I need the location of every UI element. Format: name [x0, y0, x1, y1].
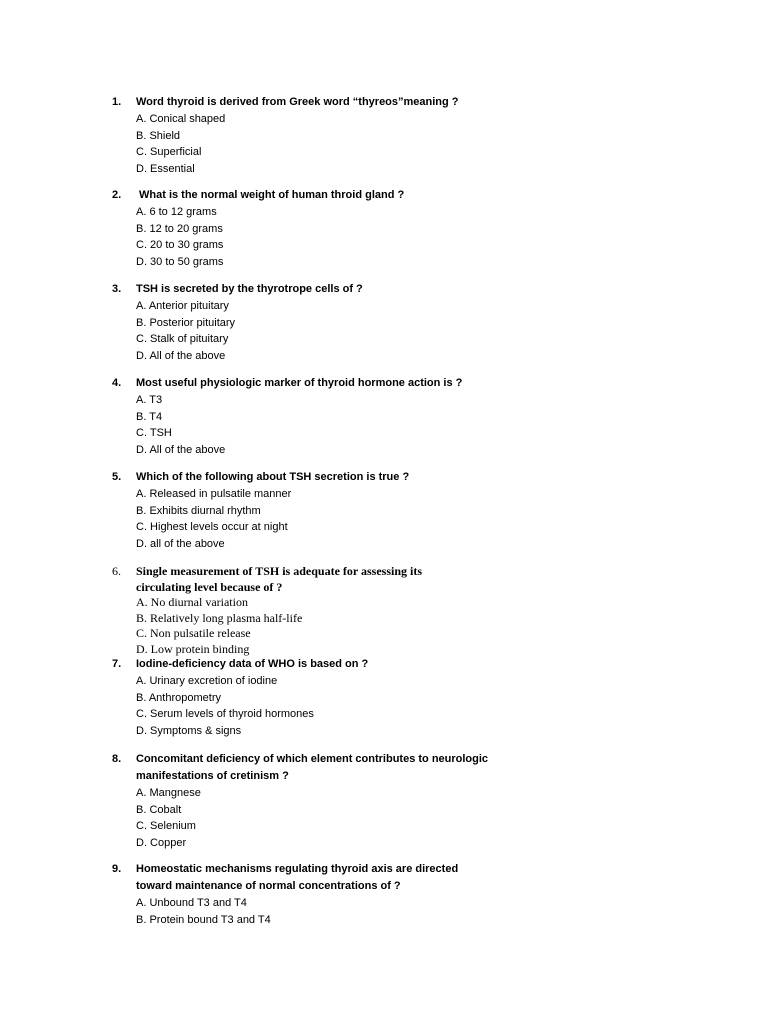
- option-a: A. T3: [136, 394, 163, 406]
- option-d: D. All of the above: [136, 444, 226, 457]
- question-8: [112, 751, 712, 852]
- question-text: Which of the following about TSH secretion is true ?: [136, 471, 410, 483]
- question-stem: [112, 187, 712, 204]
- option-c: C. Selenium: [136, 820, 196, 833]
- option-c: C. Serum levels of thyroid hormones: [136, 708, 314, 721]
- option-c: C. Highest levels occur at night: [136, 521, 288, 534]
- option-b: B. Shield: [136, 129, 181, 142]
- option-c: C. TSH: [136, 427, 172, 440]
- question-2: [112, 187, 712, 271]
- question-5: [112, 469, 712, 553]
- option-b: B. Exhibits diurnal rhythm: [136, 504, 261, 517]
- question-number: 5.: [112, 471, 122, 483]
- option-b: B. Posterior pituitary: [136, 316, 236, 329]
- option-list: [136, 595, 712, 657]
- option-b: B. Cobalt: [136, 803, 182, 816]
- option-d: D. Essential: [136, 163, 195, 176]
- option-b: B. Anthropometry: [136, 691, 221, 704]
- question-number: 4.: [112, 377, 122, 389]
- question-9: [112, 861, 712, 928]
- option-a: A. Anterior pituitary: [136, 300, 229, 312]
- option-d: D. all of the above: [136, 538, 225, 551]
- question-text: Homeostatic mechanisms regulating thyroid axis are directed toward maintenance of normal concentrations of ?: [136, 863, 459, 892]
- question-text: Concomitant deficiency of which element contributes to neurologic manifestations of cretinism ?: [136, 753, 489, 782]
- option-a: A. Urinary excretion of iodine: [136, 675, 278, 687]
- question-number: 7.: [112, 658, 122, 670]
- option-d: D. 30 to 50 grams: [136, 256, 224, 269]
- question-text: Word thyroid is derived from Greek word “thyreos”meaning ?: [136, 96, 459, 108]
- question-1: [112, 94, 712, 178]
- question-stem: [112, 861, 712, 895]
- question-stem: [112, 563, 712, 595]
- question-text: Single measurement of TSH is adequate for assessing its circulating level because of ?: [136, 564, 423, 594]
- option-list: [136, 392, 712, 459]
- option-a: A. Mangnese: [136, 787, 201, 799]
- option-d: D. Low protein binding: [136, 641, 250, 656]
- option-d: D. Symptoms & signs: [136, 725, 242, 738]
- question-7: [112, 656, 712, 740]
- option-a: A. Unbound T3 and T4: [136, 897, 247, 909]
- question-stem: [112, 94, 712, 111]
- question-number: 3.: [112, 283, 122, 295]
- option-d: D. All of the above: [136, 350, 226, 363]
- option-b: B. Protein bound T3 and T4: [136, 913, 271, 926]
- question-stem: [112, 281, 712, 298]
- option-list: [136, 486, 712, 553]
- option-a: A. 6 to 12 grams: [136, 206, 217, 218]
- question-text: TSH is secreted by the thyrotrope cells of ?: [136, 283, 363, 295]
- question-number: 1.: [112, 96, 122, 108]
- question-text: What is the normal weight of human throid gland ?: [139, 189, 405, 201]
- question-stem: [112, 469, 712, 486]
- option-c: C. Non pulsatile release: [136, 626, 251, 640]
- question-text: Most useful physiologic marker of thyroid hormone action is ?: [136, 377, 463, 389]
- option-b: B. 12 to 20 grams: [136, 222, 223, 235]
- question-6: [112, 563, 712, 657]
- option-c: C. Superficial: [136, 146, 202, 159]
- option-list: [136, 673, 712, 740]
- question-4: [112, 375, 712, 459]
- option-a: A. Conical shaped: [136, 113, 226, 125]
- option-list: [136, 785, 712, 852]
- option-list: [136, 895, 712, 928]
- option-b: B. T4: [136, 410, 163, 423]
- option-b: B. Relatively long plasma half-life: [136, 610, 303, 625]
- option-d: D. Copper: [136, 837, 187, 850]
- question-3: [112, 281, 712, 365]
- question-number: 9.: [112, 863, 122, 875]
- option-a: A. No diurnal variation: [136, 595, 248, 609]
- question-stem: [112, 656, 712, 673]
- option-list: [136, 204, 712, 271]
- question-stem: [112, 375, 712, 392]
- question-number: 8.: [112, 753, 122, 765]
- option-list: [136, 111, 712, 178]
- question-number: 6.: [112, 564, 121, 578]
- question-number: 2.: [112, 189, 122, 201]
- question-stem: [112, 751, 712, 785]
- option-a: A. Released in pulsatile manner: [136, 488, 292, 500]
- option-c: C. Stalk of pituitary: [136, 333, 229, 346]
- question-text: Iodine-deficiency data of WHO is based on ?: [136, 658, 369, 670]
- option-list: [136, 298, 712, 365]
- option-c: C. 20 to 30 grams: [136, 239, 224, 252]
